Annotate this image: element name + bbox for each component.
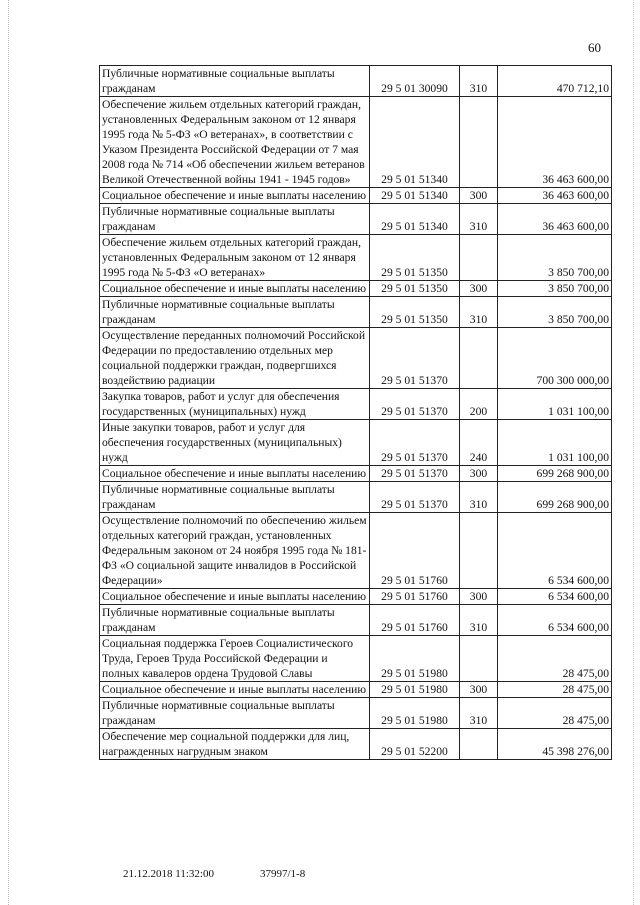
left-margin-marks bbox=[0, 0, 9, 905]
right-margin-marks bbox=[633, 0, 640, 905]
table-row bbox=[100, 636, 612, 682]
row-vr-cell bbox=[460, 235, 498, 281]
row-code-cell: 29 5 01 30090 bbox=[370, 66, 460, 97]
row-code-cell: 29 5 01 51370 bbox=[370, 482, 460, 513]
table-row bbox=[100, 66, 612, 97]
row-name-cell: Обеспечение мер социальной поддержки для лиц, награжденных нагрудным знаком bbox=[100, 729, 370, 760]
row-sum-cell: 3 850 700,00 bbox=[498, 297, 612, 328]
table-row bbox=[100, 605, 612, 636]
row-name-cell: Публичные нормативные социальные выплаты гражданам bbox=[100, 66, 370, 97]
table-row bbox=[100, 328, 612, 389]
table-row bbox=[100, 389, 612, 420]
table-row bbox=[100, 235, 612, 281]
row-sum-cell: 1 031 100,00 bbox=[498, 420, 612, 466]
row-name-cell: Осуществление полномочий по обеспечению жильем отдельных категорий граждан, установленных Федеральным законом от 24 ноября 1995 года № 181-ФЗ «О социальной защите инвалидов в Российской Федерации» bbox=[100, 513, 370, 589]
table-row bbox=[100, 729, 612, 760]
row-vr-cell bbox=[460, 328, 498, 389]
row-sum-cell: 6 534 600,00 bbox=[498, 513, 612, 589]
row-name-cell: Осуществление переданных полномочий Российской Федерации по предоставлению отдельных мер социальной поддержки граждан, подвергшихся воздействию радиации bbox=[100, 328, 370, 389]
row-code-cell: 29 5 01 51370 bbox=[370, 328, 460, 389]
table-row bbox=[100, 420, 612, 466]
row-name-cell: Публичные нормативные социальные выплаты гражданам bbox=[100, 698, 370, 729]
row-code-cell: 29 5 01 51340 bbox=[370, 97, 460, 188]
row-vr-cell: 310 bbox=[460, 605, 498, 636]
row-sum-cell: 6 534 600,00 bbox=[498, 605, 612, 636]
row-code-cell: 29 5 01 51350 bbox=[370, 235, 460, 281]
row-name-cell: Социальная поддержка Героев Социалистического Труда, Героев Труда Российской Федерации и полных кавалеров ордена Трудовой Славы bbox=[100, 636, 370, 682]
row-sum-cell: 45 398 276,00 bbox=[498, 729, 612, 760]
row-vr-cell: 310 bbox=[460, 204, 498, 235]
row-name-cell: Публичные нормативные социальные выплаты гражданам bbox=[100, 482, 370, 513]
row-code-cell: 29 5 01 51370 bbox=[370, 420, 460, 466]
table-row bbox=[100, 482, 612, 513]
row-code-cell: 29 5 01 51980 bbox=[370, 698, 460, 729]
row-name-cell: Социальное обеспечение и иные выплаты населению bbox=[100, 682, 370, 698]
row-code-cell: 29 5 01 51340 bbox=[370, 204, 460, 235]
row-name-cell: Публичные нормативные социальные выплаты гражданам bbox=[100, 297, 370, 328]
row-code-cell: 29 5 01 51760 bbox=[370, 513, 460, 589]
table-row bbox=[100, 97, 612, 188]
row-sum-cell: 699 268 900,00 bbox=[498, 466, 612, 482]
row-name-cell: Обеспечение жильем отдельных категорий граждан, установленных Федеральным законом от 12 января 1995 года № 5-ФЗ «О ветеранах», в соответствии с Указом Президента Российской Федерации от 7 мая 2008 года № 714 «Об обеспечении жильем ветеранов Великой Отечественной войны 1941 - 1945 годов» bbox=[100, 97, 370, 188]
table-row bbox=[100, 188, 612, 204]
row-sum-cell: 3 850 700,00 bbox=[498, 235, 612, 281]
table-row bbox=[100, 589, 612, 605]
table-body bbox=[100, 66, 612, 760]
row-code-cell: 29 5 01 51370 bbox=[370, 389, 460, 420]
row-sum-cell: 28 475,00 bbox=[498, 698, 612, 729]
row-vr-cell: 300 bbox=[460, 589, 498, 605]
row-code-cell: 29 5 01 51370 bbox=[370, 466, 460, 482]
row-code-cell: 29 5 01 51980 bbox=[370, 636, 460, 682]
table-row bbox=[100, 204, 612, 235]
row-vr-cell bbox=[460, 636, 498, 682]
row-code-cell: 29 5 01 51760 bbox=[370, 589, 460, 605]
row-vr-cell bbox=[460, 513, 498, 589]
row-name-cell: Социальное обеспечение и иные выплаты населению bbox=[100, 589, 370, 605]
row-name-cell: Публичные нормативные социальные выплаты гражданам bbox=[100, 204, 370, 235]
table-row bbox=[100, 682, 612, 698]
page-number: 60 bbox=[588, 40, 601, 55]
budget-table bbox=[99, 65, 612, 760]
row-sum-cell: 470 712,10 bbox=[498, 66, 612, 97]
row-name-cell: Закупка товаров, работ и услуг для обеспечения государственных (муниципальных) нужд bbox=[100, 389, 370, 420]
row-vr-cell: 300 bbox=[460, 188, 498, 204]
row-vr-cell: 310 bbox=[460, 482, 498, 513]
row-vr-cell: 300 bbox=[460, 466, 498, 482]
row-name-cell: Публичные нормативные социальные выплаты гражданам bbox=[100, 605, 370, 636]
footer-date: 21.12.2018 11:32:00 bbox=[123, 868, 214, 880]
row-sum-cell: 699 268 900,00 bbox=[498, 482, 612, 513]
row-vr-cell: 310 bbox=[460, 66, 498, 97]
table-row bbox=[100, 698, 612, 729]
row-sum-cell: 36 463 600,00 bbox=[498, 204, 612, 235]
row-vr-cell bbox=[460, 97, 498, 188]
row-code-cell: 29 5 01 51760 bbox=[370, 605, 460, 636]
row-name-cell: Социальное обеспечение и иные выплаты населению bbox=[100, 466, 370, 482]
row-sum-cell: 28 475,00 bbox=[498, 682, 612, 698]
row-vr-cell: 310 bbox=[460, 297, 498, 328]
row-vr-cell: 300 bbox=[460, 682, 498, 698]
row-sum-cell: 6 534 600,00 bbox=[498, 589, 612, 605]
row-vr-cell bbox=[460, 729, 498, 760]
row-sum-cell: 700 300 000,00 bbox=[498, 328, 612, 389]
row-sum-cell: 3 850 700,00 bbox=[498, 281, 612, 297]
row-code-cell: 29 5 01 51340 bbox=[370, 188, 460, 204]
row-vr-cell: 240 bbox=[460, 420, 498, 466]
row-vr-cell: 200 bbox=[460, 389, 498, 420]
row-vr-cell: 300 bbox=[460, 281, 498, 297]
row-vr-cell: 310 bbox=[460, 698, 498, 729]
row-code-cell: 29 5 01 52200 bbox=[370, 729, 460, 760]
table-row bbox=[100, 281, 612, 297]
row-sum-cell: 28 475,00 bbox=[498, 636, 612, 682]
row-code-cell: 29 5 01 51350 bbox=[370, 297, 460, 328]
row-sum-cell: 1 031 100,00 bbox=[498, 389, 612, 420]
row-name-cell: Обеспечение жильем отдельных категорий граждан, установленных Федеральным законом от 12 января 1995 года № 5-ФЗ «О ветеранах» bbox=[100, 235, 370, 281]
row-code-cell: 29 5 01 51980 bbox=[370, 682, 460, 698]
table-row bbox=[100, 513, 612, 589]
table-row bbox=[100, 297, 612, 328]
table-row bbox=[100, 466, 612, 482]
row-sum-cell: 36 463 600,00 bbox=[498, 97, 612, 188]
row-code-cell: 29 5 01 51350 bbox=[370, 281, 460, 297]
row-name-cell: Социальное обеспечение и иные выплаты населению bbox=[100, 281, 370, 297]
row-sum-cell: 36 463 600,00 bbox=[498, 188, 612, 204]
footer-doc-number: 37997/1-8 bbox=[260, 868, 306, 880]
row-name-cell: Социальное обеспечение и иные выплаты населению bbox=[100, 188, 370, 204]
row-name-cell: Иные закупки товаров, работ и услуг для обеспечения государственных (муниципальных) нужд bbox=[100, 420, 370, 466]
